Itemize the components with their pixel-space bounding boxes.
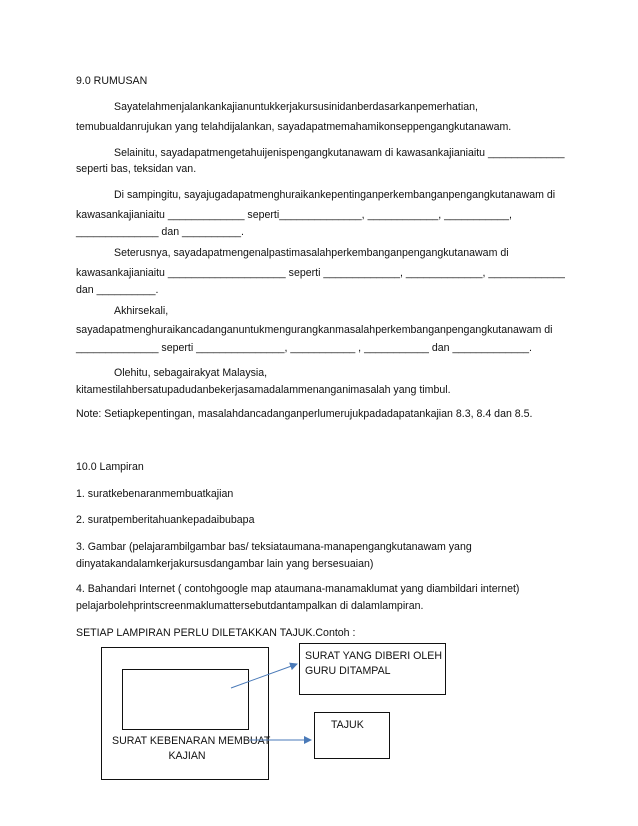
note-text: Note: Setiapkepentingan, masalahdancadanganperlumerujukpadadapatankajian 8.3, 8.4 dan 8.5. (76, 408, 533, 420)
section-9-heading: 9.0 RUMUSAN (76, 75, 148, 87)
paragraph-1-line-1: Sayatelahmenjalankankajianuntukkerjakursusinidanberdasarkanpemerhatian, (114, 101, 478, 113)
lampiran-item-4-line-2: pelajarbolehprintscreenmaklumattersebutdantampalkan di dalamlampiran. (76, 600, 424, 612)
note-box-line-1: SURAT YANG DIBERI OLEH (305, 650, 442, 662)
lampiran-item-3-line-1: 3. Gambar (pelajarambilgambar bas/ teksiataumana-manapengangkutanawam yang (76, 541, 472, 553)
paragraph-4-line-3: dan __________. (76, 284, 159, 296)
paragraph-3-line-3: ______________ dan __________. (76, 226, 244, 238)
title-box-label: TAJUK (331, 719, 364, 731)
lampiran-item-4-line-1: 4. Bahandari Internet ( contohgoogle map ataumana-manamaklumat yang diambildari internet) (76, 583, 520, 595)
paragraph-5-line-2: sayadapatmenghuraikancadanganuntukmengurangkanmasalahperkembanganpengangkutanawam di (76, 324, 553, 336)
paragraph-6-line-2: kitamestilahbersatupadudanbekerjasamadalammenanganimasalah yang timbul. (76, 384, 451, 396)
lampiran-item-3-line-2: dinyatakandalamkerjakursusdangambar lain yang bersesuaian) (76, 558, 374, 570)
example-caption-line-1: SURAT KEBENARAN MEMBUAT (112, 735, 271, 747)
section-10-heading: 10.0 Lampiran (76, 461, 144, 473)
example-caption-line-2: KAJIAN (168, 750, 206, 762)
note-box-line-2: GURU DITAMPAL (305, 665, 391, 677)
paragraph-5-line-1: Akhirsekali, (114, 305, 169, 317)
lampiran-item-1: 1. suratkebenaranmembuatkajian (76, 488, 234, 500)
paragraph-4-line-1: Seterusnya, sayadapatmengenalpastimasalahperkembanganpengangkutanawam di (114, 247, 509, 259)
paragraph-3-line-2: kawasankajianiaitu _____________ seperti______________, ____________, ___________, (76, 209, 512, 221)
instruction-text: SETIAP LAMPIRAN PERLU DILETAKKAN TAJUK.Contoh : (76, 627, 356, 639)
title-placeholder-box (122, 669, 249, 730)
paragraph-4-line-2: kawasankajianiaitu ____________________ seperti _____________, _____________, _____________ (76, 267, 565, 279)
lampiran-item-2: 2. suratpemberitahuankepadaibubapa (76, 514, 255, 526)
paragraph-2-line-1: Selainitu, sayadapatmengetahuijenispengangkutanawam di kawasankajianiaitu _____________ (114, 147, 565, 159)
paragraph-6-line-1: Olehitu, sebagairakyat Malaysia, (114, 367, 268, 379)
paragraph-5-line-3: ______________ seperti _______________, ___________ , ___________ dan _____________. (76, 342, 532, 354)
paragraph-3-line-1: Di sampingitu, sayajugadapatmenghuraikankepentinganperkembanganpengangkutanawam di (114, 189, 556, 201)
paragraph-1-line-2: temubualdanrujukan yang telahdijalankan, sayadapatmemahamikonseppengangkutanawam. (76, 121, 512, 133)
paragraph-2-line-2: seperti bas, teksidan van. (76, 163, 197, 175)
